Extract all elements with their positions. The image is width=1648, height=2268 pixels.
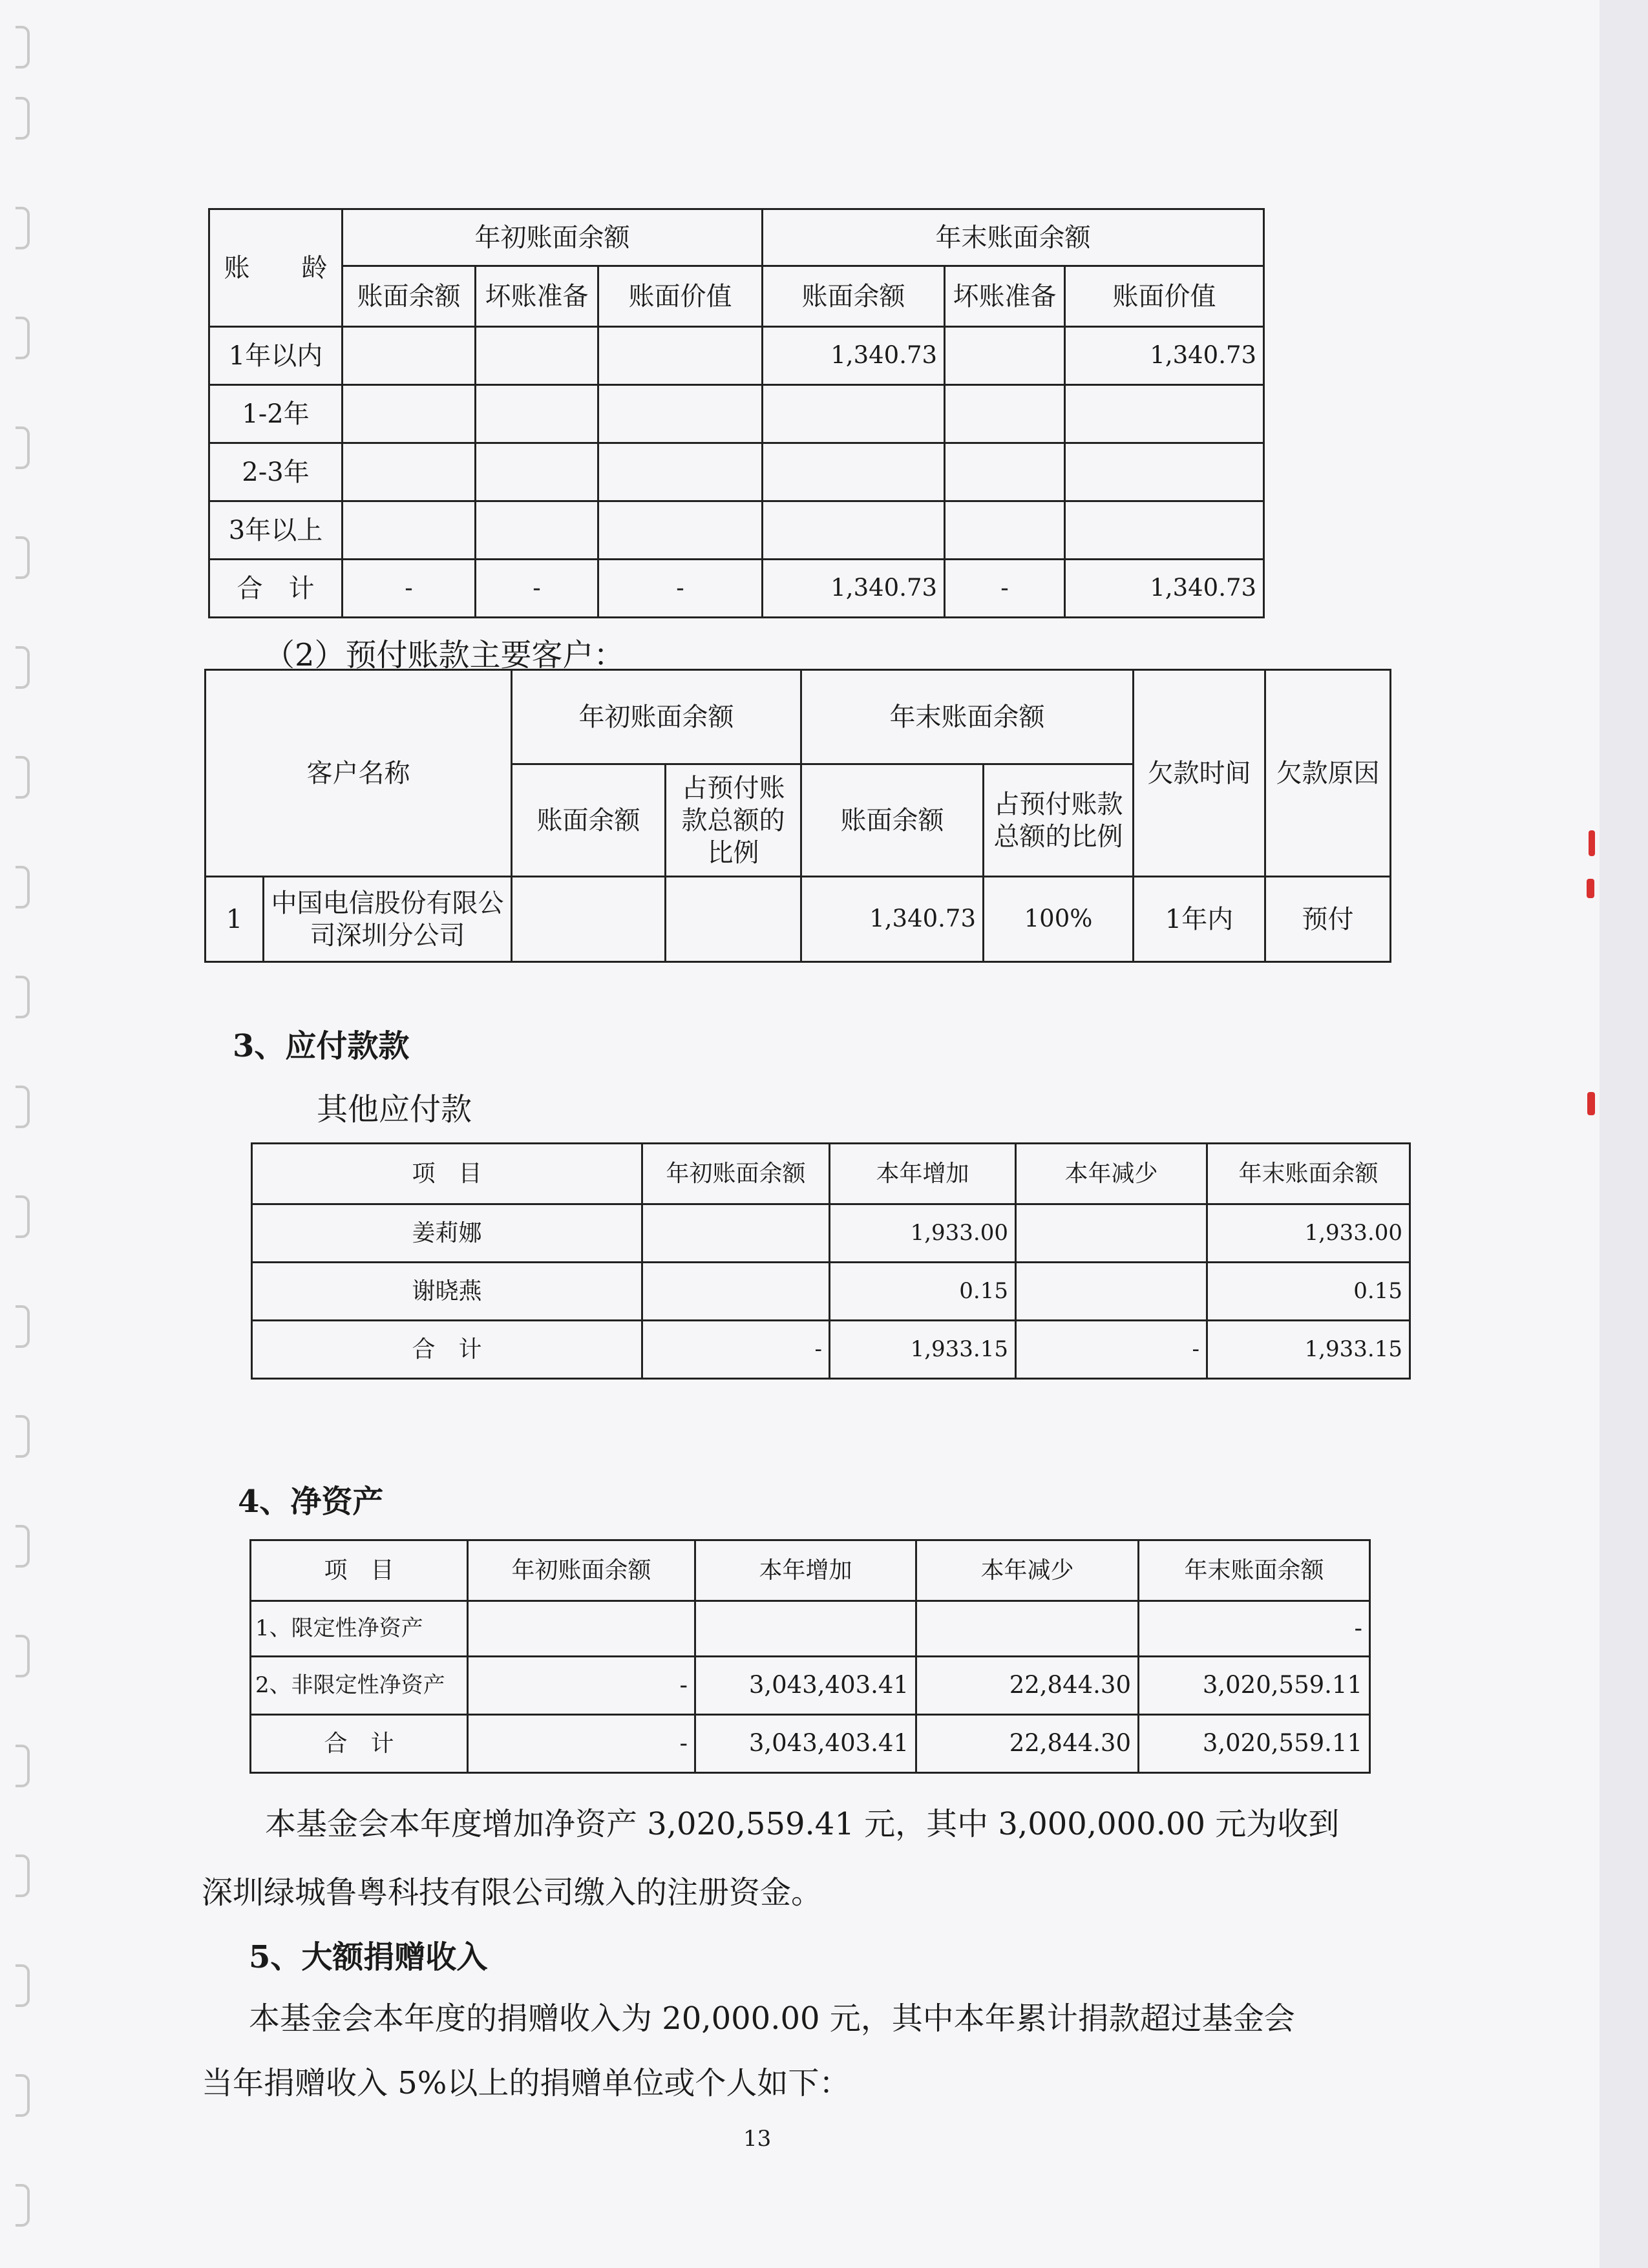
aging-cell bbox=[945, 385, 1065, 443]
aging-subheader: 账面价值 bbox=[1065, 266, 1264, 327]
aging-subheader: 坏账准备 bbox=[945, 266, 1065, 327]
aging-row-label: 1-2年 bbox=[209, 385, 343, 443]
aging-row-label: 1年以内 bbox=[209, 327, 343, 385]
aging-cell bbox=[598, 327, 763, 385]
prepaid-subheader: 占预付账款总额的比例 bbox=[984, 764, 1134, 877]
section3-title: 3、应付款款 bbox=[233, 1028, 410, 1064]
net-assets-header: 年末账面余额 bbox=[1139, 1540, 1370, 1601]
net-assets-cell: 3,043,403.41 bbox=[695, 1657, 916, 1715]
table-row bbox=[252, 1321, 1410, 1379]
prepaid-overdue-reason-header: 欠款原因 bbox=[1265, 670, 1391, 877]
prepaid-overdue-time-header: 欠款时间 bbox=[1134, 670, 1265, 877]
prepaid-group-begin: 年初账面余额 bbox=[512, 670, 801, 764]
section3-subtitle: 其他应付款 bbox=[317, 1091, 472, 1128]
net-assets-cell: 3,020,559.11 bbox=[1139, 1657, 1370, 1715]
net-assets-cell: - bbox=[468, 1715, 695, 1773]
prepaid-cell: 预付 bbox=[1265, 877, 1391, 962]
table-row bbox=[209, 385, 1264, 443]
prepaid-title: （2）预付账款主要客户： bbox=[264, 637, 625, 673]
section5-title: 5、大额捐赠收入 bbox=[249, 1939, 488, 1975]
aging-cell bbox=[476, 327, 598, 385]
prepaid-cell bbox=[512, 877, 666, 962]
payables-cell bbox=[1016, 1204, 1207, 1263]
aging-cell bbox=[763, 443, 945, 501]
prepaid-subheader: 占预付账款总额的比例 bbox=[666, 764, 801, 877]
aging-cell bbox=[763, 501, 945, 560]
net-assets-table bbox=[249, 1539, 1371, 1774]
net-assets-header: 项 目 bbox=[251, 1540, 468, 1601]
page-edge bbox=[1600, 0, 1648, 2268]
aging-total-label: 合 计 bbox=[209, 560, 343, 618]
table-row bbox=[209, 560, 1264, 618]
aging-cell: 1,340.73 bbox=[1065, 560, 1264, 618]
net-assets-note-line2: 深圳绿城鲁粤科技有限公司缴入的注册资金。 bbox=[202, 1874, 823, 1911]
net-assets-row-label: 1、限定性净资产 bbox=[251, 1601, 468, 1657]
net-assets-cell bbox=[916, 1601, 1139, 1657]
net-assets-cell: 22,844.30 bbox=[916, 1657, 1139, 1715]
prepaid-group-end: 年末账面余额 bbox=[801, 670, 1134, 764]
net-assets-cell: - bbox=[1139, 1601, 1370, 1657]
aging-cell bbox=[1065, 385, 1264, 443]
aging-corner-header: 账 龄 bbox=[209, 209, 343, 327]
aging-cell: 1,340.73 bbox=[763, 327, 945, 385]
table-row bbox=[206, 877, 1391, 962]
payables-cell bbox=[1016, 1263, 1207, 1321]
payables-cell: 1,933.15 bbox=[1207, 1321, 1410, 1379]
net-assets-header: 年初账面余额 bbox=[468, 1540, 695, 1601]
aging-cell bbox=[343, 501, 476, 560]
prepaid-cell: 1年内 bbox=[1134, 877, 1265, 962]
table-row bbox=[209, 443, 1264, 501]
aging-cell bbox=[945, 443, 1065, 501]
payables-table bbox=[251, 1142, 1411, 1380]
aging-group-begin: 年初账面余额 bbox=[343, 209, 763, 266]
prepaid-table bbox=[204, 669, 1391, 963]
aging-cell: 1,340.73 bbox=[1065, 327, 1264, 385]
table-row bbox=[251, 1601, 1370, 1657]
prepaid-row-number: 1 bbox=[206, 877, 264, 962]
payables-header: 年初账面余额 bbox=[642, 1144, 830, 1204]
table-row bbox=[209, 501, 1264, 560]
aging-cell bbox=[763, 385, 945, 443]
aging-cell: - bbox=[476, 560, 598, 618]
aging-subheader: 账面余额 bbox=[763, 266, 945, 327]
net-assets-cell bbox=[468, 1601, 695, 1657]
payables-header: 本年增加 bbox=[830, 1144, 1016, 1204]
aging-cell bbox=[343, 327, 476, 385]
aging-cell bbox=[598, 443, 763, 501]
aging-table bbox=[208, 208, 1265, 618]
net-assets-cell: 3,020,559.11 bbox=[1139, 1715, 1370, 1773]
payables-header: 年末账面余额 bbox=[1207, 1144, 1410, 1204]
table-row bbox=[252, 1204, 1410, 1263]
table-row bbox=[251, 1657, 1370, 1715]
aging-subheader: 坏账准备 bbox=[476, 266, 598, 327]
aging-cell bbox=[1065, 501, 1264, 560]
section4-title: 4、净资产 bbox=[238, 1484, 384, 1520]
prepaid-customer-name: 中国电信股份有限公司深圳分公司 bbox=[264, 877, 512, 962]
aging-cell bbox=[598, 385, 763, 443]
payables-header: 项 目 bbox=[252, 1144, 642, 1204]
prepaid-subheader: 账面余额 bbox=[801, 764, 984, 877]
aging-cell: - bbox=[598, 560, 763, 618]
payables-cell bbox=[642, 1204, 830, 1263]
payables-total-label: 合 计 bbox=[252, 1321, 642, 1379]
aging-subheader: 账面价值 bbox=[598, 266, 763, 327]
prepaid-customer-header: 客户名称 bbox=[206, 670, 512, 877]
aging-cell bbox=[1065, 443, 1264, 501]
net-assets-note-line1: 本基金会本年度增加净资产 3,020,559.41 元，其中 3,000,000.00 元为收到 bbox=[265, 1806, 1340, 1842]
payables-header: 本年减少 bbox=[1016, 1144, 1207, 1204]
net-assets-header: 本年减少 bbox=[916, 1540, 1139, 1601]
aging-row-label: 3年以上 bbox=[209, 501, 343, 560]
aging-cell bbox=[476, 501, 598, 560]
aging-cell bbox=[598, 501, 763, 560]
aging-subheader: 账面余额 bbox=[343, 266, 476, 327]
net-assets-header: 本年增加 bbox=[695, 1540, 916, 1601]
aging-cell: - bbox=[343, 560, 476, 618]
prepaid-cell: 1,340.73 bbox=[801, 877, 984, 962]
aging-cell bbox=[476, 385, 598, 443]
aging-group-end: 年末账面余额 bbox=[763, 209, 1264, 266]
net-assets-cell: - bbox=[468, 1657, 695, 1715]
net-assets-total-label: 合 计 bbox=[251, 1715, 468, 1773]
aging-cell bbox=[476, 443, 598, 501]
payables-row-label: 谢晓燕 bbox=[252, 1263, 642, 1321]
net-assets-cell: 3,043,403.41 bbox=[695, 1715, 916, 1773]
prepaid-cell bbox=[666, 877, 801, 962]
payables-cell: - bbox=[642, 1321, 830, 1379]
payables-cell: 0.15 bbox=[1207, 1263, 1410, 1321]
payables-row-label: 姜莉娜 bbox=[252, 1204, 642, 1263]
donation-note-line1: 本基金会本年度的捐赠收入为 20,000.00 元，其中本年累计捐款超过基金会 bbox=[249, 2000, 1295, 2037]
aging-cell bbox=[945, 501, 1065, 560]
payables-cell: 0.15 bbox=[830, 1263, 1016, 1321]
aging-row-label: 2-3年 bbox=[209, 443, 343, 501]
aging-cell: - bbox=[945, 560, 1065, 618]
prepaid-cell: 100% bbox=[984, 877, 1134, 962]
net-assets-cell bbox=[695, 1601, 916, 1657]
aging-cell bbox=[343, 385, 476, 443]
table-row bbox=[251, 1715, 1370, 1773]
net-assets-row-label: 2、非限定性净资产 bbox=[251, 1657, 468, 1715]
page-number: 13 bbox=[743, 2126, 772, 2152]
net-assets-cell: 22,844.30 bbox=[916, 1715, 1139, 1773]
aging-cell bbox=[343, 443, 476, 501]
payables-cell: - bbox=[1016, 1321, 1207, 1379]
payables-cell: 1,933.00 bbox=[1207, 1204, 1410, 1263]
aging-cell bbox=[945, 327, 1065, 385]
payables-cell bbox=[642, 1263, 830, 1321]
payables-cell: 1,933.15 bbox=[830, 1321, 1016, 1379]
donation-note-line2: 当年捐赠收入 5%以上的捐赠单位或个人如下： bbox=[202, 2065, 850, 2101]
aging-cell: 1,340.73 bbox=[763, 560, 945, 618]
prepaid-subheader: 账面余额 bbox=[512, 764, 666, 877]
table-row bbox=[252, 1263, 1410, 1321]
table-row bbox=[209, 327, 1264, 385]
payables-cell: 1,933.00 bbox=[830, 1204, 1016, 1263]
